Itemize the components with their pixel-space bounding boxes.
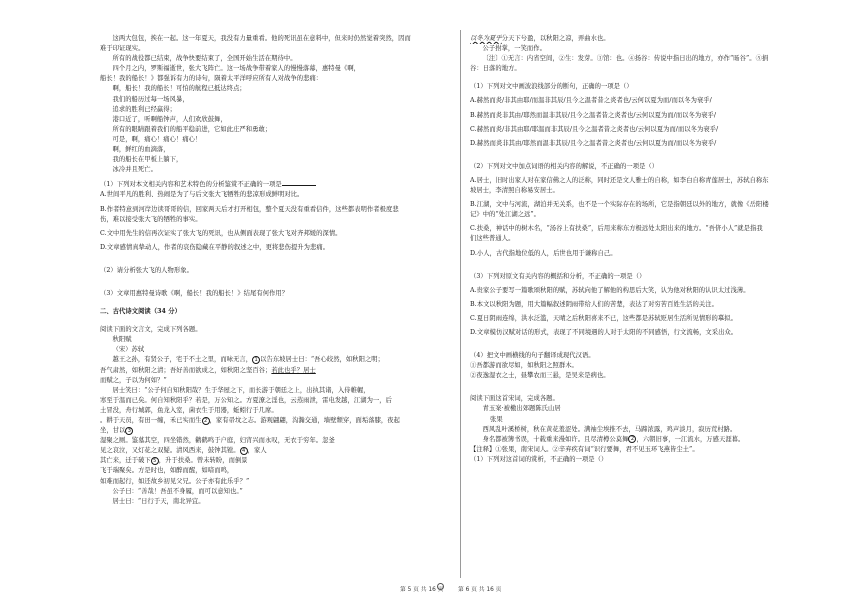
option: C.夏日阴雨连绵，洪水泛滥，天晴之后秋阳喜来不已，这些都是苏轼贬居生活所见情形的摹拟。 xyxy=(470,314,737,322)
passage-line: 土冒没，舟行城郭，鱼龙入室，菌衣生于用器，蚯蚓行于几席。 xyxy=(100,406,278,414)
passage-line: 而赋之，子以为何如？” xyxy=(100,376,167,384)
page-number-right: 第 6 页 共 16 页 xyxy=(458,587,502,593)
column-divider xyxy=(460,30,461,578)
option: D.小人，古代指地位低的人，后世也用于谦称自己。 xyxy=(470,249,617,257)
question-3: （3）文章用惠特曼诗歌《啊，船长！我的船长！》结尾有何作用？ xyxy=(100,289,289,297)
verse-line: 冰冷并且死亡。 xyxy=(112,166,157,174)
question-1: （1）下列对文中画波浪线部分的断句，正确的一项是（） xyxy=(470,83,633,91)
annotation-line: 谷：日落的地方。 xyxy=(470,65,521,73)
question-2: （2）下列对文中加点词语的相关内容的解说，不正确的一项是（） xyxy=(470,162,659,170)
translate-item: ②夜逸湿衣之士，昼攀农而三悬，是吴来是病也。 xyxy=(470,372,610,380)
section-heading: 二、古代诗文阅读（34 分） xyxy=(100,308,181,316)
binding-hole-icon xyxy=(437,583,444,590)
passage-line: 居士笑曰：“公子何自知秋阳哉？生于华屋之下，而长游于朝廷之上，出执其诸，入侍帷幄， xyxy=(112,386,370,394)
passage-line: 飞于瑞聚矣。方是时也，如醉而醒，如喑而鸣， xyxy=(100,467,234,475)
option-continued: 记》中的“处江湖之远”。 xyxy=(470,211,541,219)
text-line: 难于印证现实。 xyxy=(100,45,145,53)
passage-line: 。耕于天员，有田一缠，禾已实而生 2 ，家有帚坟之志。游观翩翩，沟瀚交通，墙壁颓穿，面垢落膝，夜起 xyxy=(100,417,400,424)
option: B.赫然而炎非其由/耶然而温非其辰/且今之温者昔之炎者也/云何以夏为而/而以冬为衰乎/ xyxy=(470,111,717,119)
page-number-left: 第 5 页 共 16 页 xyxy=(400,587,444,593)
text-line: 所有的战役都已结束，战争快要结束了，全国开始生活在期待中。 xyxy=(112,55,297,63)
option: C.文中用先生的信再次证实了张大飞的死讯，也从侧面表现了张大飞对齐邦媛的深情。 xyxy=(100,229,342,237)
option: A.世间平凡的胜利、热闹是为了与后文张大飞牺牲的悲凉形成鲜明对比。 xyxy=(100,191,304,199)
page-footer xyxy=(0,584,860,596)
passage-line: 其亡来，迁于破下 5 ，升于扶桑。曾未转盼，而倒景 xyxy=(100,457,248,465)
option: B.作者特意到河岸边读哥哥的信，回家两天后才打开相包，整个夏天没有重看信件，这些都表明作者极度悲 xyxy=(100,205,399,213)
verse-line: 港口近了，听啊船钟声，人们欢欣鼓舞， xyxy=(112,115,227,123)
translate-item: ①吾都游而欲尽如，如秋阳之照群木。 xyxy=(470,362,578,370)
note-marker-4: 4 xyxy=(240,447,248,455)
question-4: （4）把文中画横线的句子翻译成现代汉语。 xyxy=(470,352,595,360)
question-1-stem: （1）下列对本文相关内容和艺术特色的分析鉴赏不正确的一项是 xyxy=(100,179,446,190)
passage-title: 秋阳赋 xyxy=(112,336,132,344)
note-marker-2: 2 xyxy=(202,417,210,425)
answer-blank[interactable] xyxy=(282,179,316,186)
passage-line: 越王之孙，有贤公子，宅于不土之里，而咏无言， 1 以告东坡居士曰：“吾心皎然，如秋阳之明； xyxy=(112,356,385,364)
verse-line: 我的船长在甲板上躺下， xyxy=(112,156,183,164)
left-page-column xyxy=(100,34,446,507)
poem-question-1: （1）下列对这首词的赏析，不正确的一项是（） xyxy=(470,455,608,463)
passage-line: 见之哀泣，又灯花之双疑。清风西来，鼓钟其镗。 4 ，家人 xyxy=(100,447,267,455)
note-marker-5: 5 xyxy=(151,457,159,465)
passage-line: 公子拊掌，一笑而作。 xyxy=(482,45,546,53)
option-continued: 伤，难以接受张大飞的牺牲的事实。 xyxy=(100,215,202,223)
note-marker-3: 3 xyxy=(125,427,133,435)
question-2: （2）请分析张大飞的人物形象。 xyxy=(100,266,193,274)
passage-line: 以冬为夏乎分天下兮盈，以秋阳之凉，弄曲水也。 xyxy=(470,35,610,42)
annotation-line: 〔注〕①无言：内省空间，②生：发芽。③馆：也。④扬谷：传说中指日出的地方，亦作“旸谷”。⑤捐 xyxy=(482,55,769,63)
verse-line: 所有的眼睛跟着我们的船平稳前进，它如此庄严和勇敢； xyxy=(112,125,272,133)
passage-line: 坐，甘以 3 xyxy=(100,426,446,436)
poem-title: 青玉案·被檄出郊题陈氏山居 xyxy=(482,405,561,413)
passage-line: 寒至于温而已矣。何自知秋阳乎？若是，万公知之。方夏潦之淫也，云蒸雨泄，雷电发越，江湖为一，后 xyxy=(100,396,392,404)
reading-intro: 阅读下面的文言文，完成下列各题。 xyxy=(100,326,202,334)
option: C.赫然而炎/非其由耶/耶温而非其辰/且今之温者昔之炎者也/云何以夏为而/而以冬为衰乎/ xyxy=(470,125,719,133)
note-marker-2: 2 xyxy=(628,435,636,443)
passage-line: 吾气肃然，如秋阳之清；吾好善而欲成之，如秋阳之坚百谷；若此也乎？居士 xyxy=(100,366,316,374)
question-3: （3）下列对原文有关内容的概括和分析，不正确的一项是（） xyxy=(470,272,646,280)
option: A.贵家公子要写一篇歌颂秋阳的赋，苏轼向他了解他的构思后大笑，认为他对秋阳的认识太过浅薄。 xyxy=(470,286,750,294)
verse-line: 追求的胜利已经赢得； xyxy=(112,105,176,113)
text-line: 船长！我的船长！》都强诉有力的诗句，陨着太平洋呼应所有人对战争的悲痛： xyxy=(100,75,323,83)
option-continued: 坡居士，李清照自称易安居士。 xyxy=(470,187,559,195)
option: B.江湖，文中与河流，湖泊并无关系，也不是一个实际存在的场所，它是指朝廷以外的地方，就像《岳阳楼 xyxy=(470,201,769,209)
verse-line: 可是，啊，痛心！痛心！痛心！ xyxy=(112,135,202,143)
verse-line: 啊，船长！我的船长！可怕的航程已抵达终点； xyxy=(112,85,246,93)
poem-line: 身名都被簿书误，十载重来漫如许。且尽清樽公莫舞 2 ，六朝旧事，一江流水，万感天涯暮。 xyxy=(482,435,745,443)
option: B.本文以秋阳为题，用大篇幅叙述阴雨带给人们的苦楚，表达了对穷苦百姓生活的关注。 xyxy=(470,300,718,308)
option: A.居士，旧时出家人对在家信佛之人的泛称，同时还是文人雅士的自称，如李白自称青莲居士，苏轼自称东 xyxy=(470,176,769,184)
option: C.扶桑，神话中的树木名，“汤谷上有扶桑”，后用来称东方极远处太阳出来的地方。“吾侪小人”就是指我 xyxy=(470,225,763,233)
option: D.文章感情真挚动人，作者的哀伤隐藏在平静的叙述之中，更将悲伤提升为悲痛。 xyxy=(100,243,330,251)
poem-author: 张果 xyxy=(490,415,503,423)
verse-line: 啊，鲜红的血滴落， xyxy=(112,146,170,154)
passage-author: （宋）苏轼 xyxy=(112,346,145,354)
passage-line: 公子曰：“善哉！吾虽不身履，而可以意知也。” xyxy=(112,487,243,495)
note-marker-1: 1 xyxy=(252,356,260,364)
passage-line: 如难而起行，如还故乡初见父兄。公子亦有此乐乎？” xyxy=(100,477,250,485)
verse-line: 我们的船历过每一场风暴， xyxy=(112,95,189,103)
option: D.赫然而炎非其由/耶然而温非其辰/且今之温者昔之炎者也/云何以夏为而/而以冬为衰乎/ xyxy=(470,139,717,147)
text-line: 四个月之内，罗斯福逝世，张大飞阵亡。这一场战争带着家人的慢慢落幕，惠特曼《啊， xyxy=(112,65,361,73)
poem-intro: 阅读下面这首宋词，完成各题。 xyxy=(470,395,559,403)
option: D.文章模仿汉赋对话的形式，表现了不同境遇的人对于太阳的不同感悟，行文流畅，文采出众。 xyxy=(470,328,738,336)
option: A.赫然而炎/非其由耶/而温非其辰/且今之温者昔之炎者也/云何以夏为而/而以冬为衰乎/ xyxy=(470,97,712,105)
right-page-column xyxy=(470,34,800,465)
text-line: 这两大包包，挨在一起。这一年夏天，我没有力量重看。他的死讯虽在意料中，但来时仍然觉着突然，因而 xyxy=(112,35,411,42)
poem-line: 西风乱叶溪桥树，秋在黄花羞涩处。满袖尘埃推不去，马蹄浓露，鸡声淡月，寂历荒村路。 xyxy=(482,425,737,433)
option-continued: 们这些普通人。 xyxy=(470,235,515,243)
poem-note: 【注释】①张果，南宋词人。②辛弃疾有词“识行要舞，君不见玉环飞燕皆尘土”。 xyxy=(470,445,699,453)
passage-line: 湿聚之厕。鉴墓其空，四坐错然，鹳鹤鸣于户庭，妇宵兴而永叹，无衣于穷年。忽釜 xyxy=(100,437,335,445)
passage-line: 居士曰：“日行于天，南北异宜。 xyxy=(112,497,205,505)
